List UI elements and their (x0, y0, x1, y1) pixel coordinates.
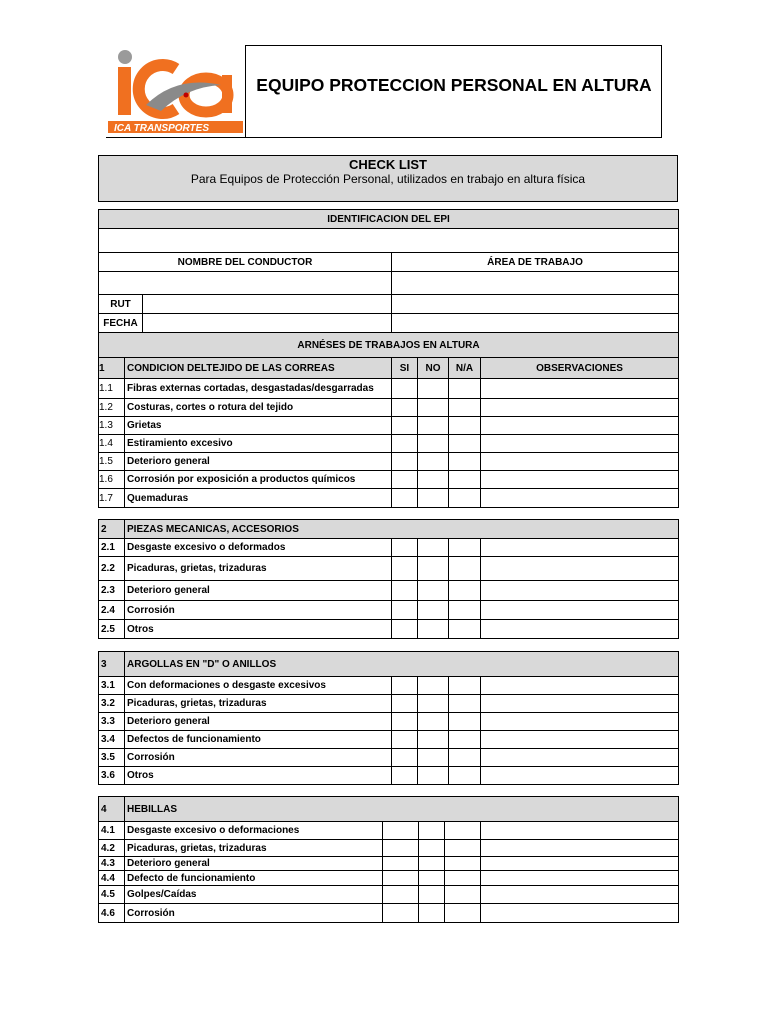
si-checkbox[interactable] (383, 822, 419, 840)
section-1-title: CONDICION DELTEJIDO DE LAS CORREAS (125, 358, 392, 379)
no-checkbox[interactable] (418, 453, 449, 471)
si-checkbox[interactable] (392, 677, 418, 695)
observation-field[interactable] (481, 871, 679, 886)
item-number: 3.1 (99, 677, 125, 695)
item-number: 2.3 (99, 581, 125, 601)
si-checkbox[interactable] (392, 471, 418, 489)
observation-field[interactable] (481, 857, 679, 871)
item-label: Corrosión por exposición a productos químicos (125, 471, 392, 489)
na-checkbox[interactable] (449, 471, 481, 489)
no-checkbox[interactable] (418, 435, 449, 453)
no-checkbox[interactable] (419, 822, 445, 840)
item-number: 4.3 (99, 857, 125, 871)
no-checkbox[interactable] (418, 749, 449, 767)
section-3-title: ARGOLLAS EN "D" O ANILLOS (125, 652, 679, 677)
col-na-header: N/A (449, 358, 481, 379)
na-checkbox[interactable] (449, 539, 481, 557)
item-number: 2.4 (99, 601, 125, 620)
si-checkbox[interactable] (392, 767, 418, 785)
item-label: Golpes/Caídas (125, 886, 383, 904)
no-checkbox[interactable] (419, 857, 445, 871)
page-title: EQUIPO PROTECCION PERSONAL EN ALTURA (256, 74, 652, 95)
na-checkbox[interactable] (449, 489, 481, 508)
na-checkbox[interactable] (449, 379, 481, 399)
col-no-header: NO (418, 358, 449, 379)
si-checkbox[interactable] (383, 840, 419, 857)
no-checkbox[interactable] (418, 399, 449, 417)
si-checkbox[interactable] (392, 581, 418, 601)
observation-field[interactable] (481, 601, 679, 620)
no-checkbox[interactable] (418, 601, 449, 620)
no-checkbox[interactable] (418, 767, 449, 785)
observation-field[interactable] (481, 620, 679, 639)
na-checkbox[interactable] (445, 904, 481, 923)
item-label: Corrosión (125, 601, 392, 620)
item-number: 1.1 (99, 379, 125, 399)
na-checkbox[interactable] (449, 620, 481, 639)
checklist-subtitle: Para Equipos de Protección Personal, utilizados en trabajo en altura física (190, 172, 586, 186)
na-checkbox[interactable] (449, 417, 481, 435)
si-checkbox[interactable] (383, 871, 419, 886)
no-checkbox[interactable] (418, 581, 449, 601)
item-number: 3.2 (99, 695, 125, 713)
section-2-number: 2 (99, 520, 125, 539)
svg-text:ICA TRANSPORTES: ICA TRANSPORTES (114, 123, 210, 134)
section-4-title: HEBILLAS (125, 797, 679, 822)
item-number: 3.6 (99, 767, 125, 785)
na-checkbox[interactable] (445, 886, 481, 904)
item-label: Con deformaciones o desgaste excesivos (125, 677, 392, 695)
no-checkbox[interactable] (419, 840, 445, 857)
item-number: 1.7 (99, 489, 125, 508)
area-extra-field-2[interactable] (392, 314, 679, 333)
section-4-number: 4 (99, 797, 125, 822)
no-checkbox[interactable] (418, 731, 449, 749)
item-number: 1.6 (99, 471, 125, 489)
na-checkbox[interactable] (449, 713, 481, 731)
section-2-title: PIEZAS MECANICAS, ACCESORIOS (125, 520, 679, 539)
item-label: Estiramiento excesivo (125, 435, 392, 453)
na-checkbox[interactable] (449, 677, 481, 695)
item-label: Picaduras, grietas, trizaduras (125, 557, 392, 581)
item-label: Otros (125, 767, 392, 785)
checklist-banner (98, 155, 678, 202)
si-checkbox[interactable] (383, 904, 419, 923)
no-checkbox[interactable] (419, 886, 445, 904)
observation-field[interactable] (481, 539, 679, 557)
identification-table (98, 209, 679, 508)
no-checkbox[interactable] (418, 677, 449, 695)
na-checkbox[interactable] (449, 435, 481, 453)
si-checkbox[interactable] (392, 557, 418, 581)
section-4-table (98, 796, 679, 923)
si-checkbox[interactable] (392, 539, 418, 557)
observation-field[interactable] (481, 749, 679, 767)
item-number: 2.1 (99, 539, 125, 557)
si-checkbox[interactable] (392, 435, 418, 453)
na-checkbox[interactable] (449, 581, 481, 601)
no-checkbox[interactable] (418, 620, 449, 639)
identification-heading: IDENTIFICACION DEL EPI (99, 210, 679, 229)
observation-field[interactable] (481, 557, 679, 581)
si-checkbox[interactable] (392, 417, 418, 435)
section-3-table (98, 651, 679, 785)
col-observaciones-header: OBSERVACIONES (481, 358, 679, 379)
observation-field[interactable] (481, 695, 679, 713)
si-checkbox[interactable] (392, 379, 418, 399)
na-checkbox[interactable] (445, 857, 481, 871)
observation-field[interactable] (481, 677, 679, 695)
item-label: Costuras, cortes o rotura del tejido (125, 399, 392, 417)
na-checkbox[interactable] (449, 453, 481, 471)
item-number: 4.4 (99, 871, 125, 886)
driver-name-label: NOMBRE DEL CONDUCTOR (99, 253, 392, 272)
na-checkbox[interactable] (449, 399, 481, 417)
no-checkbox[interactable] (419, 904, 445, 923)
item-number: 1.4 (99, 435, 125, 453)
item-label: Deterioro general (125, 581, 392, 601)
observation-field[interactable] (481, 435, 679, 453)
si-checkbox[interactable] (392, 399, 418, 417)
item-label: Deterioro general (125, 453, 392, 471)
no-checkbox[interactable] (418, 417, 449, 435)
item-label: Otros (125, 620, 392, 639)
na-checkbox[interactable] (449, 731, 481, 749)
section-3-number: 3 (99, 652, 125, 677)
si-checkbox[interactable] (392, 620, 418, 639)
no-checkbox[interactable] (418, 695, 449, 713)
observation-field[interactable] (481, 453, 679, 471)
item-label: Fibras externas cortadas, desgastadas/desgarradas (125, 379, 392, 399)
item-number: 1.5 (99, 453, 125, 471)
observation-field[interactable] (481, 471, 679, 489)
si-checkbox[interactable] (383, 857, 419, 871)
observation-field[interactable] (481, 731, 679, 749)
na-checkbox[interactable] (449, 749, 481, 767)
item-number: 3.3 (99, 713, 125, 731)
ica-logo-icon (106, 45, 245, 137)
item-label: Grietas (125, 417, 392, 435)
observation-field[interactable] (481, 713, 679, 731)
si-checkbox[interactable] (392, 453, 418, 471)
na-checkbox[interactable] (445, 871, 481, 886)
observation-field[interactable] (481, 840, 679, 857)
item-number: 4.2 (99, 840, 125, 857)
item-number: 4.5 (99, 886, 125, 904)
na-checkbox[interactable] (445, 840, 481, 857)
item-label: Corrosión (125, 749, 392, 767)
item-number: 3.5 (99, 749, 125, 767)
item-label: Corrosión (125, 904, 383, 923)
item-number: 2.5 (99, 620, 125, 639)
observation-field[interactable] (481, 379, 679, 399)
col-si-header: SI (392, 358, 418, 379)
na-checkbox[interactable] (449, 557, 481, 581)
rut-field[interactable] (143, 295, 392, 314)
work-area-label: ÁREA DE TRABAJO (392, 253, 679, 272)
item-number: 4.6 (99, 904, 125, 923)
observation-field[interactable] (481, 767, 679, 785)
work-area-field[interactable] (392, 272, 679, 295)
item-label: Desgaste excesivo o deformaciones (125, 822, 383, 840)
si-checkbox[interactable] (392, 601, 418, 620)
item-label: Picaduras, grietas, trizaduras (125, 840, 383, 857)
item-label: Defecto de funcionamiento (125, 871, 383, 886)
item-number: 1.3 (99, 417, 125, 435)
observation-field[interactable] (481, 904, 679, 923)
item-label: Deterioro general (125, 857, 383, 871)
si-checkbox[interactable] (392, 731, 418, 749)
epi-identification-field[interactable] (99, 229, 679, 253)
item-label: Defectos de funcionamiento (125, 731, 392, 749)
no-checkbox[interactable] (418, 713, 449, 731)
si-checkbox[interactable] (392, 713, 418, 731)
si-checkbox[interactable] (383, 886, 419, 904)
si-checkbox[interactable] (392, 489, 418, 508)
section-2-table (98, 519, 679, 639)
item-number: 2.2 (99, 557, 125, 581)
item-label: Deterioro general (125, 713, 392, 731)
item-label: Desgaste excesivo o deformados (125, 539, 392, 557)
item-number: 3.4 (99, 731, 125, 749)
item-number: 1.2 (99, 399, 125, 417)
fecha-field[interactable] (143, 314, 392, 333)
no-checkbox[interactable] (418, 471, 449, 489)
observation-field[interactable] (481, 417, 679, 435)
no-checkbox[interactable] (418, 489, 449, 508)
area-extra-field[interactable] (392, 295, 679, 314)
observation-field[interactable] (481, 489, 679, 508)
observation-field[interactable] (481, 399, 679, 417)
no-checkbox[interactable] (419, 871, 445, 886)
section-1-number: 1 (99, 358, 125, 379)
na-checkbox[interactable] (449, 695, 481, 713)
na-checkbox[interactable] (449, 601, 481, 620)
checklist-title: CHECK LIST (349, 157, 427, 172)
observation-field[interactable] (481, 581, 679, 601)
na-checkbox[interactable] (445, 822, 481, 840)
harness-heading: ARNÉSES DE TRABAJOS EN ALTURA (99, 333, 679, 358)
company-logo (106, 45, 246, 138)
item-label: Picaduras, grietas, trizaduras (125, 695, 392, 713)
driver-name-field[interactable] (99, 272, 392, 295)
no-checkbox[interactable] (418, 379, 449, 399)
no-checkbox[interactable] (418, 557, 449, 581)
si-checkbox[interactable] (392, 749, 418, 767)
na-checkbox[interactable] (449, 767, 481, 785)
observation-field[interactable] (481, 822, 679, 840)
si-checkbox[interactable] (392, 695, 418, 713)
rut-label: RUT (99, 295, 143, 314)
item-label: Quemaduras (125, 489, 392, 508)
item-number: 4.1 (99, 822, 125, 840)
no-checkbox[interactable] (418, 539, 449, 557)
observation-field[interactable] (481, 886, 679, 904)
fecha-label: FECHA (99, 314, 143, 333)
